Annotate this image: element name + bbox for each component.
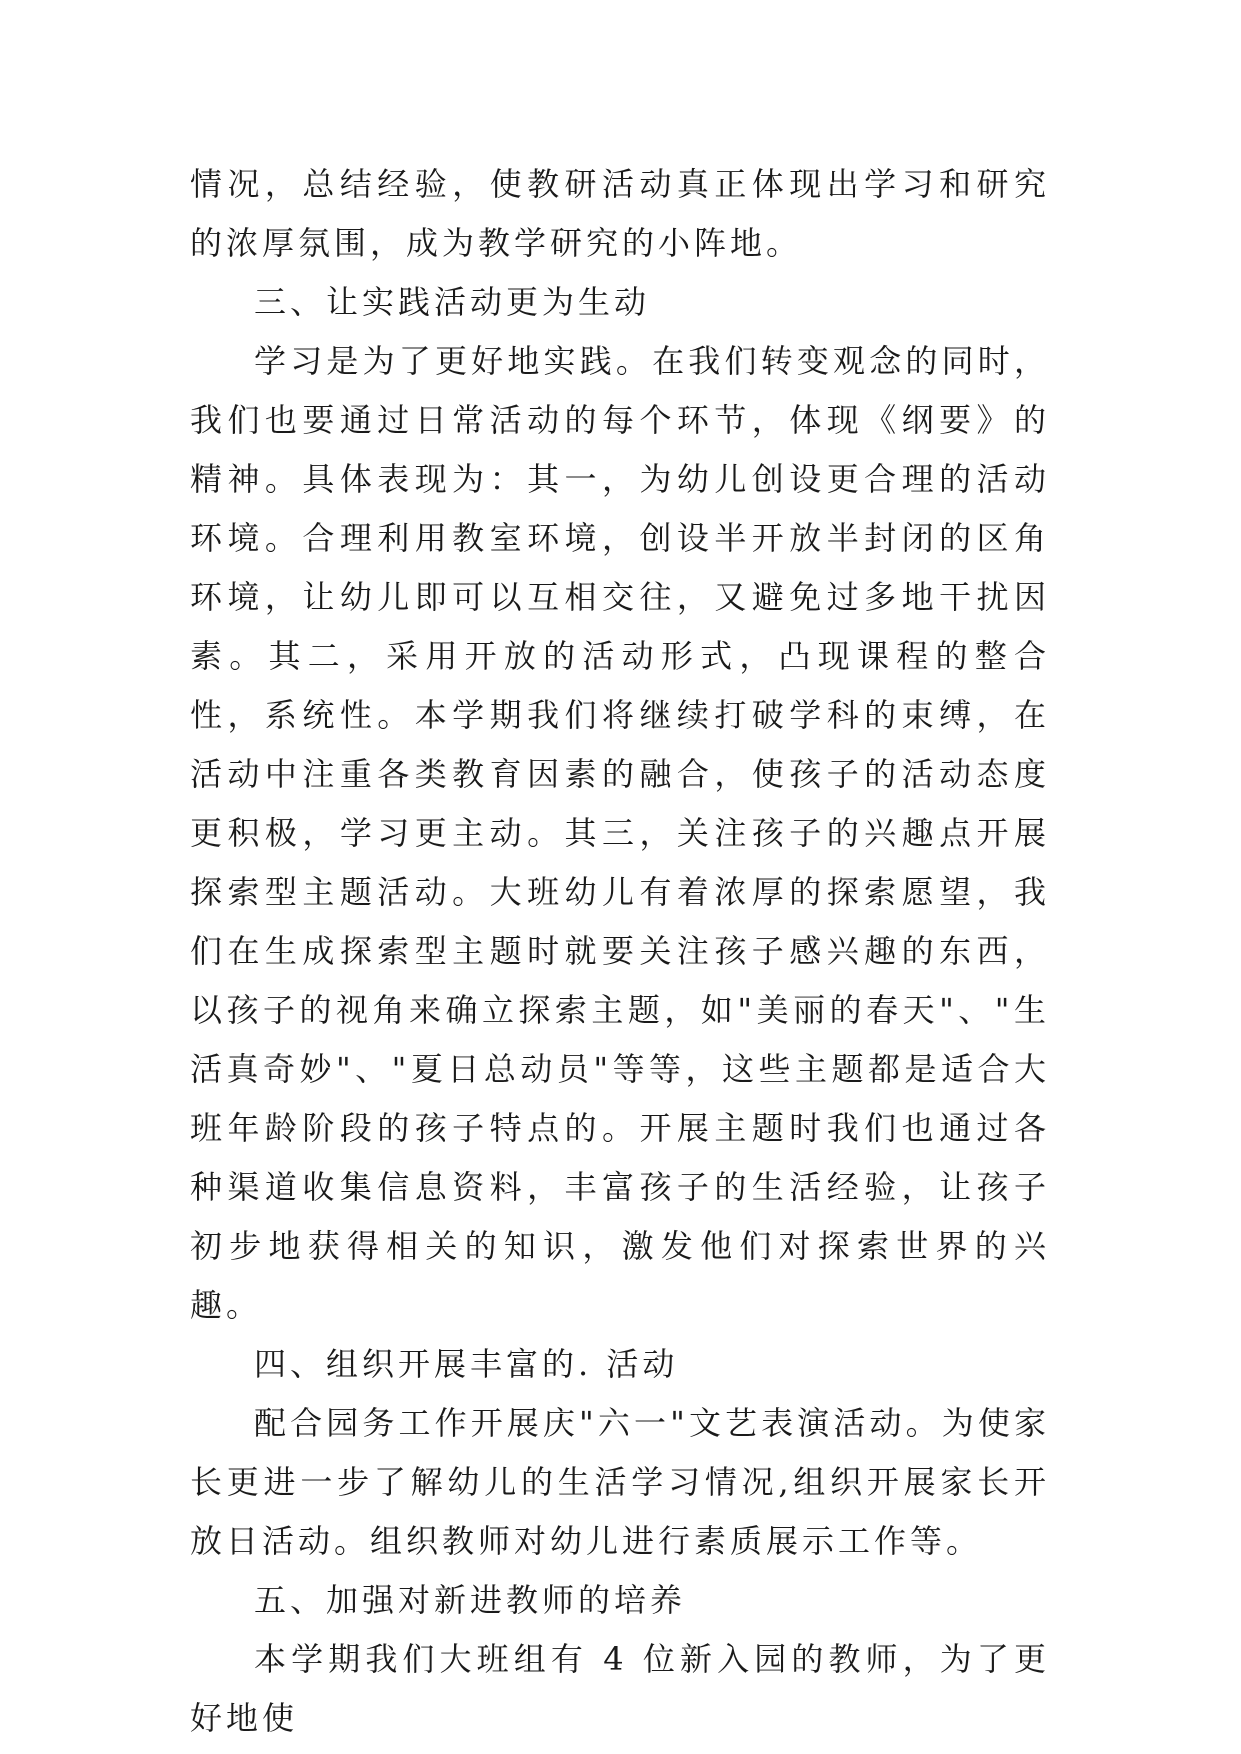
section-heading-three: 三、让实践活动更为生动 [254, 283, 651, 321]
paragraph-continuation: 情况，总结经验，使教研活动真正体现出学习和研究的浓厚氛围，成为教学研究的小阵地。 [190, 165, 1050, 262]
section-heading-five: 五、加强对新进教师的培养 [254, 1581, 687, 1619]
paragraph-practice: 学习是为了更好地实践。在我们转变观念的同时，我们也要通过日常活动的每个环节，体现《纲要》的精神。具体表现为：其一，为幼儿创设更合理的活动环境。合理利用教室环境，创设半开放半封闭的区角环境，让幼儿即可以互相交往，又避免过多地干扰因素。其二，采用开放的活动形式，凸现课程的整合性，系统性。本学期我们将继续打破学科的束缚，在活动中注重各类教育因素的融合，使孩子的活动态度更积极，学习更主动。其三，关注孩子的兴趣点开展探索型主题活动。大班幼儿有着浓厚的探索愿望，我们在生成探索型主题时就要关注孩子感兴趣的东西，以孩子的视角来确立探索主题，如"美丽的春天"、"生活真奇妙"、"夏日总动员"等等，这些主题都是适合大班年龄阶段的孩子特点的。开展主题时我们也通过各种渠道收集信息资料，丰富孩子的生活经验，让孩子初步地获得相关的知识，激发他们对探索世界的兴趣。 [190, 342, 1050, 1324]
paragraph-new-teachers: 本学期我们大班组有 4 位新入园的教师，为了更好地使 [190, 1640, 1050, 1737]
paragraph-activities: 配合园务工作开展庆"六一"文艺表演活动。为使家长更进一步了解幼儿的生活学习情况,组织开展家长开放日活动。组织教师对幼儿进行素质展示工作等。 [190, 1404, 1050, 1560]
document-body [190, 155, 1050, 1748]
section-heading-four: 四、组织开展丰富的. 活动 [254, 1345, 679, 1383]
